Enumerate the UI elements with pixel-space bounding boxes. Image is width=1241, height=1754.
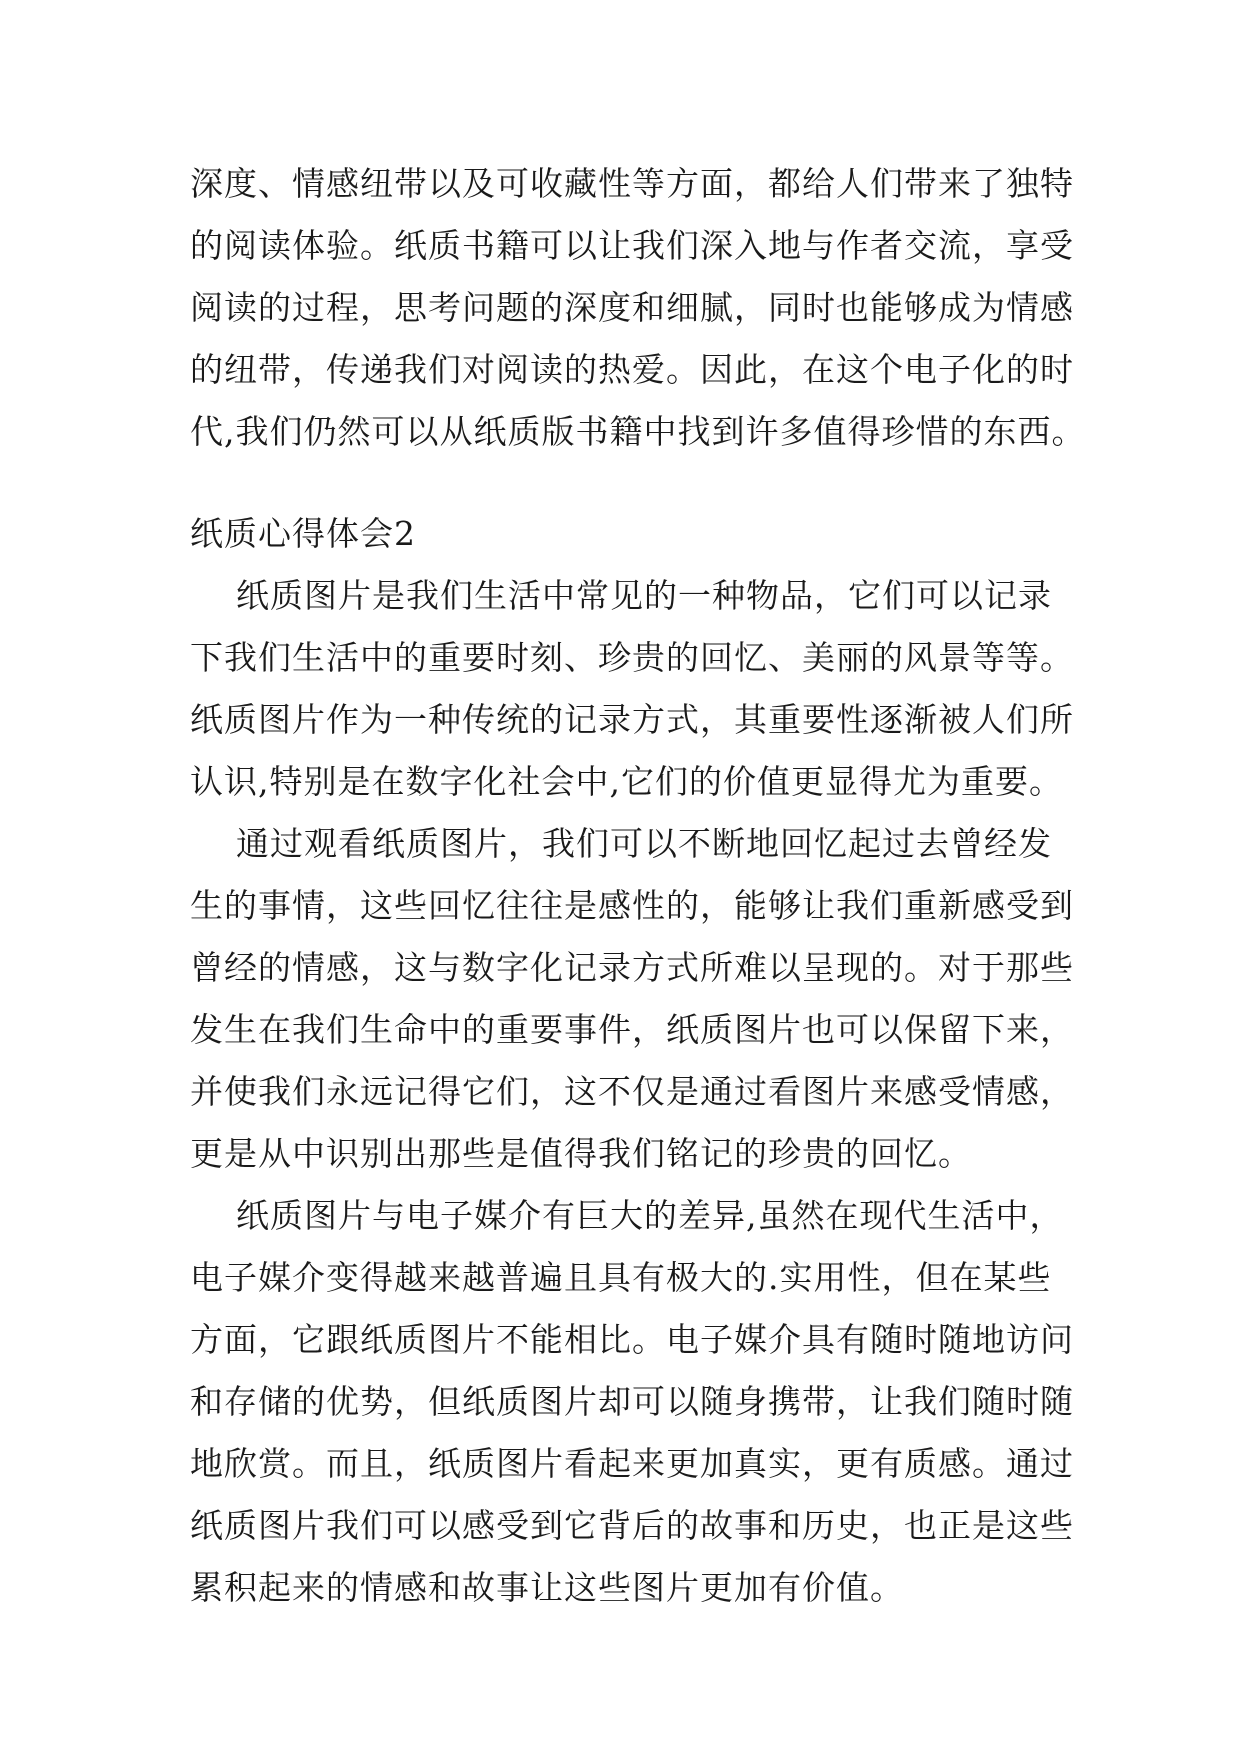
section-heading: 纸质心得体会2 <box>190 514 416 553</box>
paragraph-line: 的阅读体验。纸质书籍可以让我们深入地与作者交流，享受 <box>190 226 1074 265</box>
paragraph-line: 发生在我们生命中的重要事件，纸质图片也可以保留下来， <box>190 1010 1074 1049</box>
paragraph-line: 阅读的过程，思考问题的深度和细腻，同时也能够成为情感 <box>190 288 1074 327</box>
paragraph-line: 方面，它跟纸质图片不能相比。电子媒介具有随时随地访问 <box>190 1320 1074 1359</box>
paragraph-line: 累积起来的情感和故事让这些图片更加有价值。 <box>190 1568 904 1607</box>
paragraph-line: 纸质图片我们可以感受到它背后的故事和历史，也正是这些 <box>190 1506 1074 1545</box>
paragraph-line: 认识,特别是在数字化社会中,它们的价值更显得尤为重要。 <box>190 762 1063 801</box>
paragraph-line: 深度、情感纽带以及可收藏性等方面，都给人们带来了独特 <box>190 164 1074 203</box>
paragraph-1 <box>190 565 1074 813</box>
paragraph-line: 下我们生活中的重要时刻、珍贵的回忆、美丽的风景等等。 <box>190 638 1074 677</box>
document-body <box>190 153 1086 1619</box>
paragraph-line: 纸质图片与电子媒介有巨大的差异,虽然在现代生活中， <box>190 1196 1064 1235</box>
paragraph-line: 通过观看纸质图片，我们可以不断地回忆起过去曾经发 <box>190 824 1052 863</box>
paragraph-line: 纸质图片是我们生活中常见的一种物品，它们可以记录 <box>190 576 1052 615</box>
paragraph-line: 地欣赏。而且，纸质图片看起来更加真实，更有质感。通过 <box>190 1444 1074 1483</box>
paragraph-line: 生的事情，这些回忆往往是感性的，能够让我们重新感受到 <box>190 886 1074 925</box>
paragraph-line: 代,我们仍然可以从纸质版书籍中找到许多值得珍惜的东西。 <box>190 412 1086 451</box>
paragraph-line: 电子媒介变得越来越普遍且具有极大的.实用性，但在某些 <box>190 1258 1052 1297</box>
intro-paragraph <box>190 153 1086 463</box>
paragraph-line: 纸质图片作为一种传统的记录方式，其重要性逐渐被人们所 <box>190 700 1074 739</box>
paragraph-line: 更是从中识别出那些是值得我们铭记的珍贵的回忆。 <box>190 1134 972 1173</box>
paragraph-line: 和存储的优势，但纸质图片却可以随身携带，让我们随时随 <box>190 1382 1074 1421</box>
paragraph-line: 曾经的情感，这与数字化记录方式所难以呈现的。对于那些 <box>190 948 1074 987</box>
paragraph-2 <box>190 813 1074 1185</box>
paragraph-3 <box>190 1185 1074 1619</box>
paragraph-line: 的纽带，传递我们对阅读的热爱。因此，在这个电子化的时 <box>190 350 1074 389</box>
section-spacer <box>190 463 1060 503</box>
paragraph-line: 并使我们永远记得它们，这不仅是通过看图片来感受情感， <box>190 1072 1074 1111</box>
